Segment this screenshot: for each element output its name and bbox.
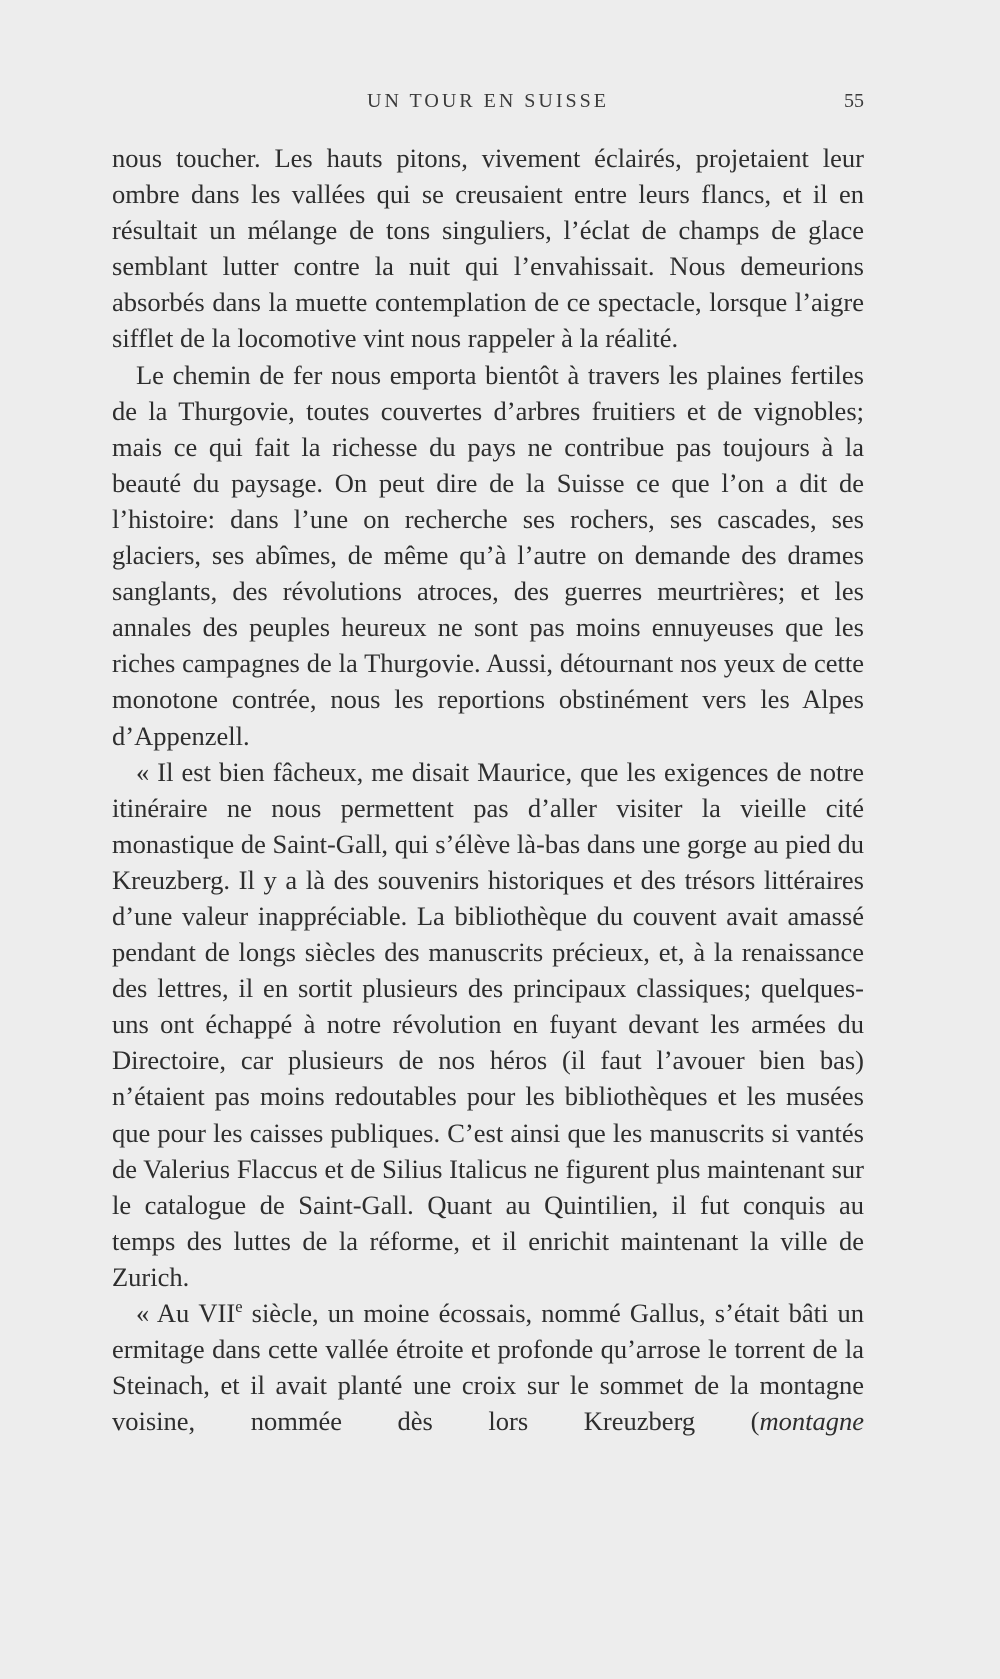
paragraph-4 (112, 1295, 864, 1439)
page-number: 55 (844, 90, 864, 112)
paragraph-3: « Il est bien fâcheux, me disait Maurice, que les exigences de notre itinéraire ne nous permettent pas d’aller visiter la vieille cité monastique de Saint-Gall, qui s’élève là-bas dans une gorge au pied du Kreuzberg. Il y a là des souvenirs historiques et des trésors littéraires d’une valeur inappréciable. La bibliothèque du couvent avait amassé pendant de longs siècles des manuscrits précieux, et, à la renaissance des lettres, il en sortit plusieurs des principaux classiques; quelques-uns ont échappé à notre révolution en fuyant devant les armées du Directoire, car plusieurs de nos héros (il faut l’avouer bien bas) n’étaient pas moins redoutables pour les bibliothèques et les musées que pour les caisses publiques. C’est ainsi que les manuscrits si vantés de Valerius Flaccus et de Silius Italicus ne figurent plus maintenant sur le catalogue de Saint-Gall. Quant au Quintilien, il fut conquis au temps des luttes de la réforme, et il enrichit maintenant la ville de Zurich. (112, 756, 864, 1292)
paragraph-4-italic-end: montagne (759, 1406, 864, 1437)
paragraph-4-start: « Au (136, 1298, 199, 1328)
running-head (112, 90, 864, 120)
paragraph-4-text: siècle, un moine écossais, nommé Gallus, s’était bâti un ermitage dans cette vallée étroite et profonde qu’arrose le torrent de la Steinach, et il avait planté une croix sur le sommet de la montagne voisine, nommée dès lors Kreuzberg ( (112, 1298, 864, 1437)
body-text (112, 140, 864, 1439)
running-title: UN TOUR EN SUISSE (367, 90, 609, 112)
century-numeral: VII (198, 1298, 236, 1328)
paragraph-2: Le chemin de fer nous emporta bientôt à travers les plaines fertiles de la Thurgovie, toutes couvertes d’arbres fruitiers et de vignobles; mais ce qui fait la richesse du pays ne contribue pas toujours à la beauté du paysage. On peut dire de la Suisse ce que l’on a dit de l’histoire: dans l’une on recherche ses rochers, ses cascades, ses glaciers, ses abîmes, de même qu’à l’autre on demande des drames sanglants, des révolutions atroces, des guerres meurtrières; et les annales des peuples heureux ne sont pas moins ennuyeuses que les riches campagnes de la Thurgovie. Aussi, détournant nos yeux de cette monotone contrée, nous les reportions obstinément vers les Alpes d’Appenzell. (112, 359, 864, 751)
century-suffix: e (235, 1297, 243, 1317)
paragraph-1: nous toucher. Les hauts pitons, vivement éclairés, projetaient leur ombre dans les vallées qui se creusaient entre leurs flancs, et il en résultait un mélange de tons singuliers, l’éclat de champs de glace semblant lutter contre la nuit qui l’envahissait. Nous demeurions absorbés dans la muette contemplation de ce spectacle, lorsque l’aigre sifflet de la locomotive vint nous rappeler à la réalité. (112, 143, 864, 354)
